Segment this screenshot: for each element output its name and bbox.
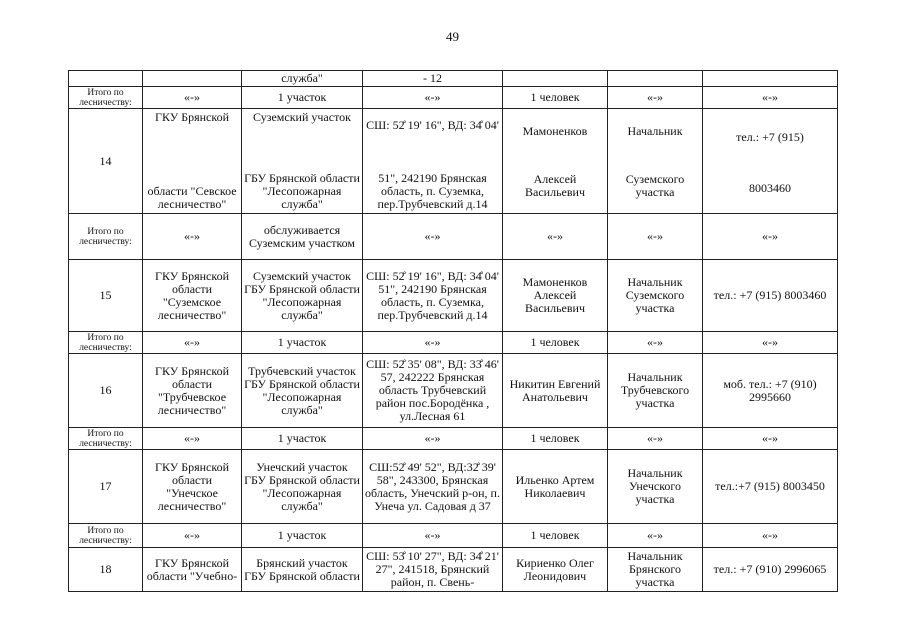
cell-phone: тел.: +7 (910) 2996065 [703, 548, 838, 592]
cell-text: тел.: +7 (915) [736, 130, 804, 144]
total-label: Итого по лесничеству: [69, 524, 143, 548]
cell-address: «-» [363, 214, 503, 260]
cell-phone [703, 109, 838, 214]
cell-person: «-» [503, 214, 608, 260]
total-row [69, 214, 838, 260]
cell-position: «-» [608, 332, 703, 354]
cell-unit: служба" [242, 71, 363, 87]
cell-person: Кириенко Олег Леонидович [503, 548, 608, 592]
cell-position: «-» [608, 214, 703, 260]
cell-person: 1 человек [503, 428, 608, 450]
cell-forestry [143, 109, 242, 214]
cell-forestry [143, 71, 242, 87]
cell-phone: тел.: +7 (915) 8003460 [703, 260, 838, 332]
cell-text: Начальник [627, 124, 683, 138]
total-row [69, 428, 838, 450]
cell-position: Начальник Унечского участка [608, 450, 703, 524]
cell-address: - 12 [363, 71, 503, 87]
cell-phone: «-» [703, 524, 838, 548]
cell-number: 17 [69, 450, 143, 524]
cell-text: Алексей Васильевич [525, 172, 585, 199]
cell-text: области "Севское лесничество" [147, 184, 237, 211]
table-row [69, 71, 838, 87]
table-row [69, 109, 838, 214]
cell-address: СШ: 52̊ 35' 08", ВД: 33̊ 46' 57, 242222 Брянская область Трубчевский район пос.Бородёнка , ул.Лесная 61 [363, 354, 503, 428]
cell-text: СШ: 52̊ 19' 16", ВД: 34̊ 04' [366, 118, 499, 132]
cell-person: 1 человек [503, 524, 608, 548]
total-row [69, 332, 838, 354]
cell-address: СШ: 52̊ 19' 16", ВД: 34̊ 04' 51", 242190 Брянская область, п. Суземка, пер.Трубчевский д.14 [363, 260, 503, 332]
cell-forestry: ГКУ Брянской области "Трубчевское лесничество" [143, 354, 242, 428]
cell-phone: «-» [703, 428, 838, 450]
cell-number: 15 [69, 260, 143, 332]
cell-address: СШ: 53̊ 10' 27", ВД: 34̊ 21' 27", 241518, Брянский район, п. Свень- [363, 548, 503, 592]
cell-text: Суземского участка [625, 172, 685, 199]
table-row [69, 354, 838, 428]
cell-phone: «-» [703, 87, 838, 109]
cell-person: Никитин Евгений Анатольевич [503, 354, 608, 428]
cell-phone: моб. тел.: +7 (910) 2995660 [703, 354, 838, 428]
cell-phone: «-» [703, 214, 838, 260]
cell-number: 16 [69, 354, 143, 428]
table-row [69, 548, 838, 592]
cell-position: Начальник Трубчевского участка [608, 354, 703, 428]
cell-position: «-» [608, 524, 703, 548]
cell-forestry: «-» [143, 332, 242, 354]
total-label: Итого по лесничеству: [69, 332, 143, 354]
cell-address [363, 109, 503, 214]
cell-unit [242, 109, 363, 214]
cell-forestry: «-» [143, 524, 242, 548]
cell-text: Суземский участок [253, 110, 351, 124]
cell-unit: 1 участок [242, 428, 363, 450]
cell-text: 51", 242190 Брянская область, п. Суземка, пер.Трубчевский д.14 [377, 171, 488, 211]
cell-person [503, 109, 608, 214]
cell-unit: 1 участок [242, 332, 363, 354]
cell-forestry: ГКУ Брянской области "Унечское лесничество" [143, 450, 242, 524]
cell-position: Начальник Брянского участка [608, 548, 703, 592]
cell-address: «-» [363, 428, 503, 450]
cell-person: Мамоненков Алексей Васильевич [503, 260, 608, 332]
total-row [69, 87, 838, 109]
cell-unit: Суземский участок ГБУ Брянской области "Лесопожарная служба" [242, 260, 363, 332]
cell-person: 1 человек [503, 332, 608, 354]
page-number: 49 [446, 29, 459, 44]
cell-position [608, 71, 703, 87]
cell-phone [703, 71, 838, 87]
cell-person: 1 человек [503, 87, 608, 109]
cell-unit: Унечский участок ГБУ Брянской области "Лесопожарная служба" [242, 450, 363, 524]
cell-text: 8003460 [749, 181, 791, 195]
cell-person: Ильенко Артем Николаевич [503, 450, 608, 524]
cell-address: «-» [363, 332, 503, 354]
cell-phone: «-» [703, 332, 838, 354]
cell-text: ГКУ Брянской [155, 110, 229, 124]
cell-text: Мамоненков [522, 124, 588, 138]
cell-number: 18 [69, 548, 143, 592]
cell-position: «-» [608, 87, 703, 109]
total-label: Итого по лесничеству: [69, 214, 143, 260]
cell-position: Начальник Суземского участка [608, 260, 703, 332]
cell-address: «-» [363, 524, 503, 548]
cell-unit: Трубчевский участок ГБУ Брянской области "Лесопожарная служба" [242, 354, 363, 428]
cell-forestry: «-» [143, 428, 242, 450]
cell-unit: Брянский участок ГБУ Брянской области [242, 548, 363, 592]
forestry-table [68, 70, 838, 592]
cell-number: 14 [69, 109, 143, 214]
cell-person [503, 71, 608, 87]
cell-forestry: ГКУ Брянской области "Суземское лесничество" [143, 260, 242, 332]
cell-forestry: «-» [143, 87, 242, 109]
total-label: Итого по лесничеству: [69, 428, 143, 450]
cell-address: СШ:52̊ 49' 52", ВД:32̊ 39' 58", 243300, Брянская область, Унечский р-он, п. Унеча ул. Садовая д 37 [363, 450, 503, 524]
cell-phone: тел.:+7 (915) 8003450 [703, 450, 838, 524]
table-row [69, 450, 838, 524]
table-row [69, 260, 838, 332]
total-row [69, 524, 838, 548]
cell-forestry: «-» [143, 214, 242, 260]
cell-forestry: ГКУ Брянской области "Учебно- [143, 548, 242, 592]
cell-position [608, 109, 703, 214]
cell-unit: 1 участок [242, 524, 363, 548]
total-label: Итого по лесничеству: [69, 87, 143, 109]
cell-unit: 1 участок [242, 87, 363, 109]
cell-number [69, 71, 143, 87]
cell-text: ГБУ Брянской области "Лесопожарная служба" [244, 171, 360, 211]
cell-address: «-» [363, 87, 503, 109]
cell-unit: обслуживается Суземским участком [242, 214, 363, 260]
cell-position: «-» [608, 428, 703, 450]
